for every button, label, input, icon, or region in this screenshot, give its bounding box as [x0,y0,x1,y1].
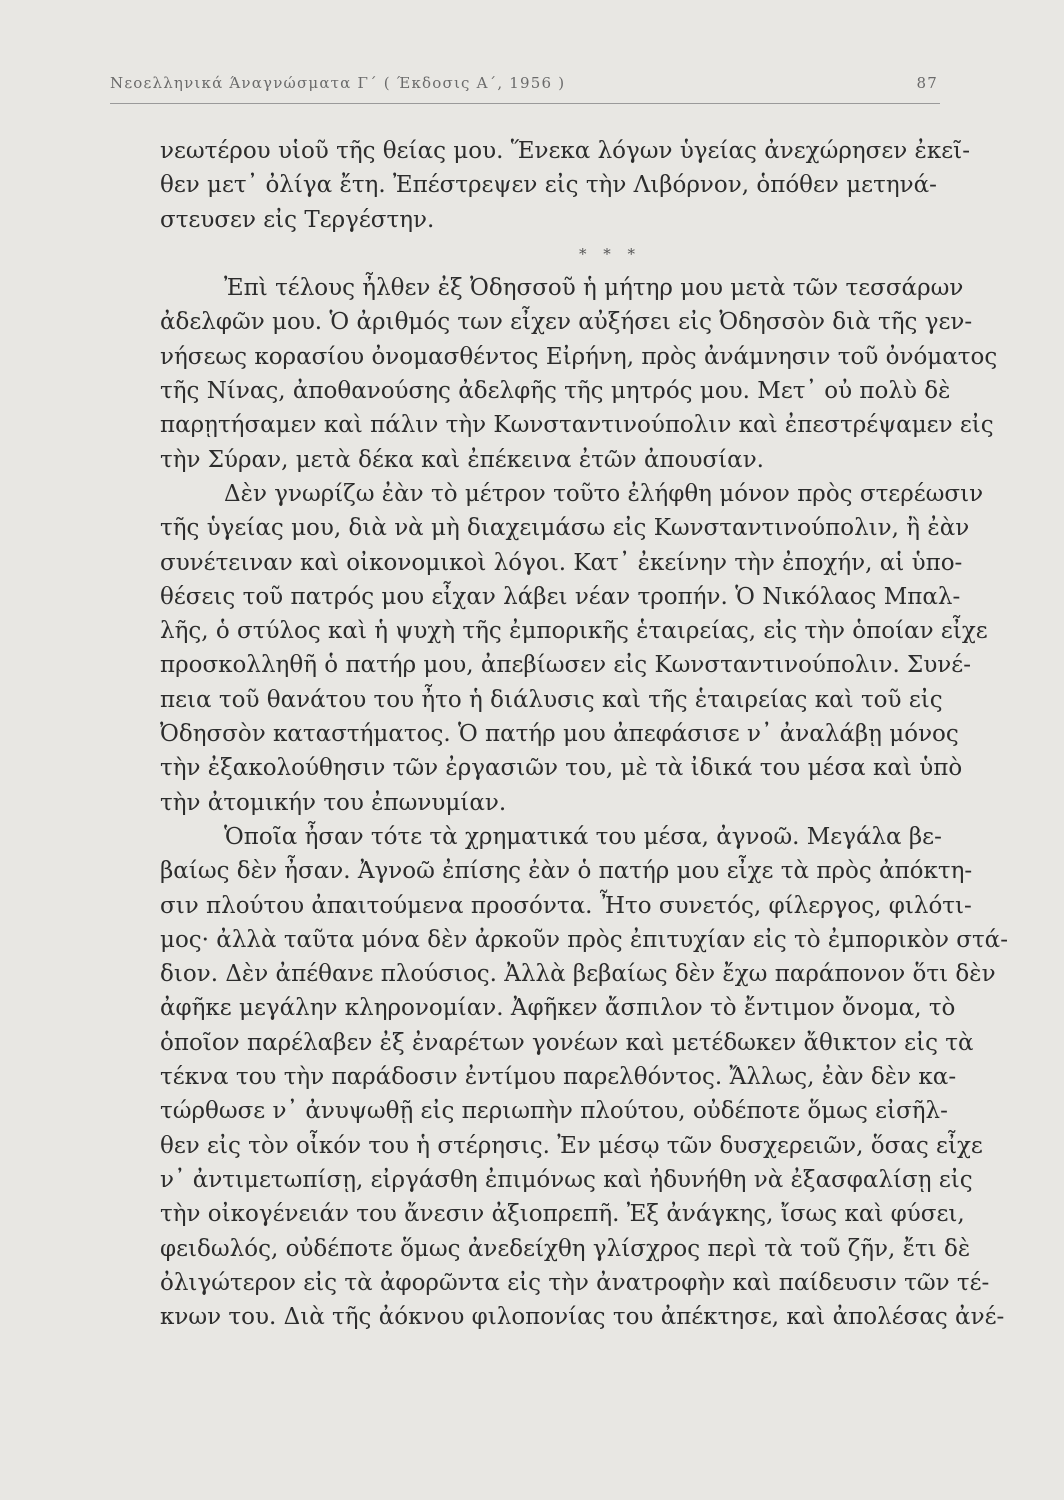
text-line: σιν πλούτου ἀπαιτούμενα προσόντα. Ἦτο συνετός, φίλεργος, φιλότι- [160,892,972,919]
header-rule [110,103,940,104]
body-text [160,134,1008,1334]
text-line: τὴν ἀτομικήν του ἐπωνυμίαν. [160,789,507,816]
text-line: προσκολληθῆ ὁ πατήρ μου, ἀπεβίωσεν εἰς Κωνσταντινούπολιν. Συνέ- [160,652,971,679]
text-line: πεια τοῦ θανάτου του ἦτο ἡ διάλυσις καὶ τῆς ἑταιρείας καὶ τοῦ εἰς [160,686,943,713]
text-line: τὴν ἐξακολούθησιν τῶν ἐργασιῶν του, μὲ τὰ ἰδικά του μέσα καὶ ὑπὸ [160,755,963,782]
text-line: κνων του. Διὰ τῆς ἀόκνου φιλοπονίας του ἀπέκτησε, καὶ ἀπολέσας ἀνέ- [160,1304,1005,1331]
page-number: 87 [916,74,938,92]
text-line: ἀφῆκε μεγάλην κληρονομίαν. Ἀφῆκεν ἄσπιλον τὸ ἔντιμον ὄνομα, τὸ [160,995,956,1022]
text-line: τῆς Νίνας, ἀποθανούσης ἀδελφῆς τῆς μητρός μου. Μετ᾽ οὐ πολὺ δὲ [160,378,951,405]
text-line: φειδωλός, οὐδέποτε ὅμως ἀνεδείχθη γλίσχρος περὶ τὰ τοῦ ζῆν, ἔτι δὲ [160,1235,971,1262]
text-line: διον. Δὲν ἀπέθανε πλούσιος. Ἀλλὰ βεβαίως δὲν ἔχω παράπονον ὅτι δὲν [160,961,996,988]
text-line: Ὁποῖα ἦσαν τότε τὰ χρηματικά του μέσα, ἀγνοῶ. Μεγάλα βε- [224,823,942,850]
text-line: Ἐπὶ τέλους ἦλθεν ἐξ Ὀδησσοῦ ἡ μήτηρ μου μετὰ τῶν τεσσάρων [224,275,964,302]
text-line: νεωτέρου υἱοῦ τῆς θείας μου. Ἕνεκα λόγων ὑγείας ἀνεχώρησεν ἐκεῖ- [160,138,970,164]
text-line: ὀλιγώτερον εἰς τὰ ἀφορῶντα εἰς τὴν ἀνατροφὴν καὶ παίδευσιν τῶν τέ- [160,1269,990,1296]
text-line: Ὀδησσὸν καταστήματος. Ὁ πατήρ μου ἀπεφάσισε ν᾽ ἀναλάβῃ μόνος [160,721,959,748]
text-line: νήσεως κορασίου ὀνομασθέντος Εἰρήνη, πρὸς ἀνάμνησιν τοῦ ὀνόματος [160,343,998,370]
text-line: ἀδελφῶν μου. Ὁ ἀριθμός των εἶχεν αὐξήσει εἰς Ὀδησσὸν διὰ τῆς γεν- [160,309,973,336]
text-line: θεν εἰς τὸν οἶκόν του ἡ στέρησις. Ἐν μέσῳ τῶν δυσχερειῶν, ὅσας εἶχε [160,1132,983,1159]
text-line: συνέτειναν καὶ οἰκονομικοὶ λόγοι. Κατ᾽ ἐκείνην τὴν ἐποχήν, αἱ ὑπο- [160,549,963,576]
text-line: θεν μετ᾽ ὀλίγα ἔτη. Ἐπέστρεψεν εἰς τὴν Λιβόρνον, ὁπόθεν μετηνά- [160,172,937,199]
running-header [110,74,940,102]
text-line: ν᾽ ἀντιμετωπίσῃ, εἰργάσθη ἐπιμόνως καὶ ἠδυνήθη νὰ ἐξασφαλίσῃ εἰς [160,1166,973,1193]
text-line: ὁποῖον παρέλαβεν ἐξ ἐναρέτων γονέων καὶ μετέδωκεν ἄθικτον εἰς τὰ [160,1029,974,1056]
text-line: τέκνα του τὴν παράδοσιν ἐντίμου παρελθόντος. Ἄλλως, ἐὰν δὲν κα- [160,1064,957,1091]
text-line: λῆς, ὁ στύλος καὶ ἡ ψυχὴ τῆς ἐμπορικῆς ἑταιρείας, εἰς τὴν ὁποίαν εἶχε [160,618,988,645]
section-break-stars: * * * [578,244,642,263]
text-line: Δὲν γνωρίζω ἐὰν τὸ μέτρον τοῦτο ἐλήφθη μόνον πρὸς στερέωσιν [224,480,984,507]
text-line: τὴν Σύραν, μετὰ δέκα καὶ ἐπέκεινα ἐτῶν ἀπουσίαν. [160,446,764,473]
text-line: τῆς ὑγείας μου, διὰ νὰ μὴ διαχειμάσω εἰς Κωνσταντινούπολιν, ἢ ἐὰν [160,515,970,542]
text-line: παρῃτήσαμεν καὶ πάλιν τὴν Κωνσταντινούπολιν καὶ ἐπεστρέψαμεν εἰς [160,412,994,439]
text-line: μος· ἀλλὰ ταῦτα μόνα δὲν ἀρκοῦν πρὸς ἐπιτυχίαν εἰς τὸ ἐμπορικὸν στά- [160,926,1008,953]
text-line: θέσεις τοῦ πατρός μου εἶχαν λάβει νέαν τροπήν. Ὁ Νικόλαος Μπαλ- [160,583,961,610]
text-line: στευσεν εἰς Τεργέστην. [160,206,435,233]
running-header-title: Νεοελληνικά Άναγνώσματα Γ΄ ( Έκδοσις Α΄, 1956 ) [110,74,566,92]
text-line: βαίως δὲν ἦσαν. Ἀγνοῶ ἐπίσης ἐὰν ὁ πατήρ μου εἶχε τὰ πρὸς ἀπόκτη- [160,858,973,885]
text-line: τώρθωσε ν᾽ ἀνυψωθῇ εἰς περιωπὴν πλούτου, οὐδέποτε ὅμως εἰσῆλ- [160,1098,948,1125]
text-line: τὴν οἰκογένειάν του ἄνεσιν ἀξιοπρεπῆ. Ἐξ ἀνάγκης, ἴσως καὶ φύσει, [160,1201,965,1228]
